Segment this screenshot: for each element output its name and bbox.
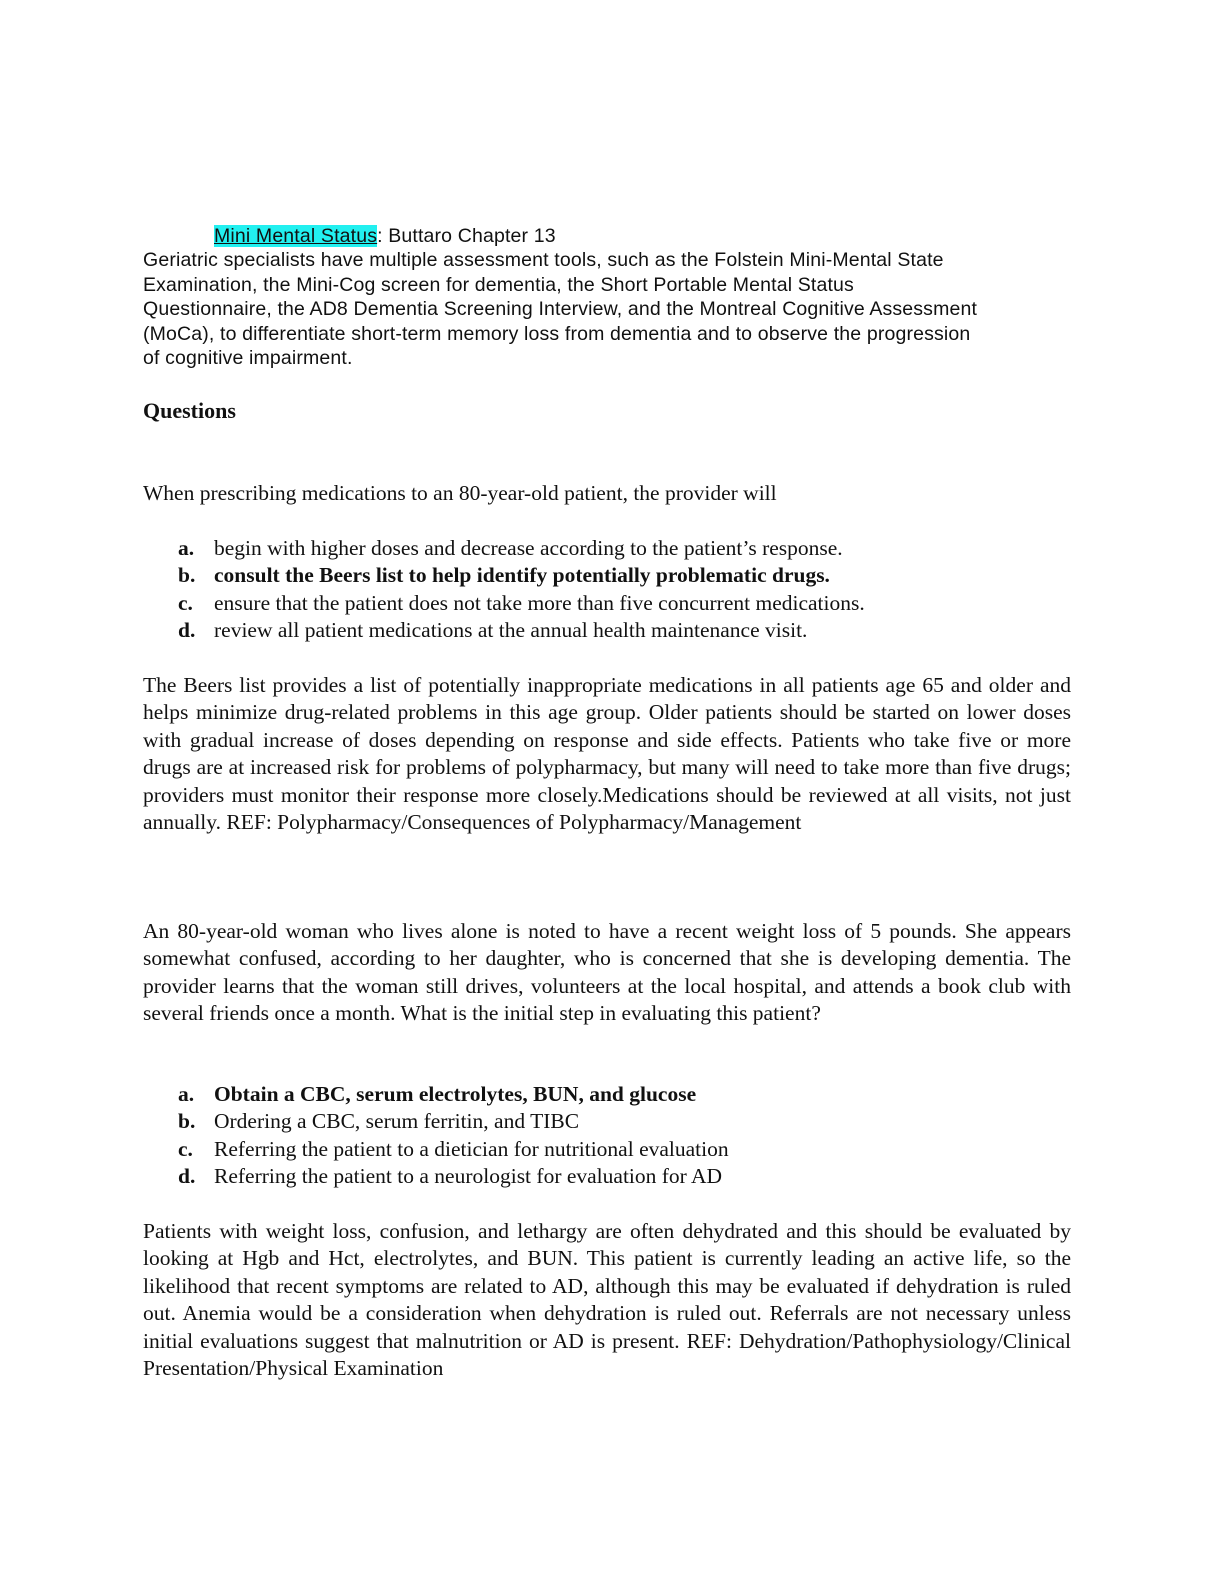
heading-colon: : [377, 225, 383, 247]
question2-option-c [178, 1136, 729, 1163]
section-heading [214, 224, 556, 249]
question1-stem: When prescribing medications to an 80-year-old patient, the provider will [143, 481, 777, 505]
question1-option-a [178, 535, 865, 562]
option-letter: d. [178, 1164, 196, 1189]
question1-rationale: The Beers list provides a list of potentially inappropriate medications in all patients age 65 and older and helps minimize drug-related problems in this age group. Older patients should be started on lower doses with gradual increase of doses depending on response and side effects. Patients who take five or more drugs are at increased risk for problems of polypharmacy, but many will need to take more than five drugs; providers must monitor their response more closely.Medications should be reviewed at all visits, not just annually. REF: Polypharmacy/Consequences of Polypharmacy/Management [143, 673, 1071, 835]
questions-heading: Questions [143, 398, 236, 423]
option-text: begin with higher doses and decrease according to the patient’s response. [214, 536, 843, 560]
intro-line: Geriatric specialists have multiple assessment tools, such as the Folstein Mini-Mental State [143, 249, 944, 271]
option-text: Referring the patient to a neurologist for evaluation for AD [214, 1164, 723, 1189]
question1-option-c [178, 590, 865, 617]
option-letter: a. [178, 1082, 195, 1106]
option-text: consult the Beers list to help identify potentially problematic drugs. [214, 563, 830, 588]
option-letter: b. [178, 563, 196, 588]
option-letter: a. [178, 536, 195, 560]
option-letter: c. [178, 1136, 193, 1161]
question1-option-d [178, 617, 865, 644]
option-text: review all patient medications at the annual health maintenance visit. [214, 618, 808, 643]
question2-stem: An 80-year-old woman who lives alone is noted to have a recent weight loss of 5 pounds. She appears somewhat confused, according to her daughter, who is concerned that she is developing dementia. The provider learns that the woman still drives, volunteers at the local hospital, and attends a book club with several friends once a month. What is the initial step in evaluating this patient? [143, 919, 1071, 1026]
heading-source: Buttaro Chapter 13 [382, 225, 556, 247]
mini-mental-status-link[interactable]: Mini Mental Status [214, 225, 378, 247]
question2-options [178, 1081, 729, 1191]
option-text: Referring the patient to a dietician for nutritional evaluation [214, 1136, 729, 1161]
option-letter: b. [178, 1109, 196, 1134]
option-letter: d. [178, 618, 196, 643]
intro-line: (MoCa), to differentiate short-term memory loss from dementia and to observe the progression [143, 322, 971, 345]
intro-line: Examination, the Mini-Cog screen for dementia, the Short Portable Mental Status [143, 273, 854, 296]
question2-option-a-correct [178, 1081, 729, 1108]
question2-rationale: Patients with weight loss, confusion, and lethargy are often dehydrated and this should be evaluated by looking at Hgb and Hct, electrolytes, and BUN. This patient is currently leading an active life, so the likelihood that recent symptoms are related to AD, although this may be evaluated if dehydration is ruled out. Anemia would be a consideration when dehydration is ruled out. Referrals are not necessary unless initial evaluations suggest that malnutrition or AD is present. REF: Dehydration/Pathophysiology/Clinical Presentation/Physical Examination [143, 1219, 1071, 1381]
question2-option-d [178, 1163, 729, 1190]
question1-option-b-correct [178, 562, 865, 589]
option-text: ensure that the patient does not take more than five concurrent medications. [214, 590, 865, 615]
intro-paragraph [143, 248, 1073, 371]
question1-options [178, 535, 865, 645]
option-letter: c. [178, 590, 193, 615]
intro-line: Questionnaire, the AD8 Dementia Screening Interview, and the Montreal Cognitive Assessment [143, 298, 978, 321]
option-text: Ordering a CBC, serum ferritin, and TIBC [214, 1109, 580, 1134]
intro-line: of cognitive impairment. [143, 347, 353, 370]
option-text: Obtain a CBC, serum electrolytes, BUN, and glucose [214, 1082, 697, 1106]
question2-option-b [178, 1108, 729, 1135]
